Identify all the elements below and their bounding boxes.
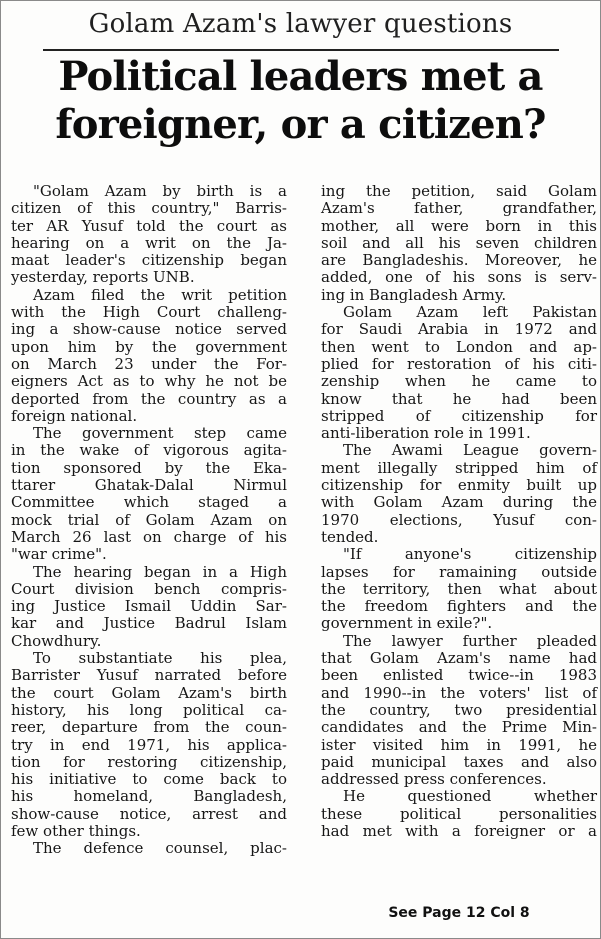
- article-line: government in exile?".: [321, 614, 493, 633]
- main-headline: [1, 53, 600, 149]
- article-line: his initiative to come back to: [11, 770, 287, 789]
- article-line: his homeland, Bangladesh,: [11, 787, 287, 806]
- article-line: the court Golam Azam's birth: [11, 683, 287, 702]
- article-line: mother, all were born in this: [321, 216, 597, 235]
- article-line: these political personalities: [321, 804, 597, 823]
- article-line: try in end 1971, his applica-: [11, 735, 287, 754]
- article-line: ter AR Yusuf told the court as: [11, 216, 287, 235]
- article-line: He questioned whether: [343, 787, 597, 806]
- article-line: upon him by the government: [11, 337, 287, 356]
- article-line: for Saudi Arabia in 1972 and: [321, 320, 597, 339]
- article-line: history, his long political ca-: [11, 700, 287, 719]
- article-line: in the wake of vigorous agita-: [11, 441, 287, 460]
- article-line: "If anyone's citizenship: [343, 545, 597, 564]
- article-line: Golam Azam left Pakistan: [343, 303, 597, 322]
- article-line: few other things.: [11, 821, 141, 840]
- headline-line: foreigner, or a citizen?: [55, 101, 546, 148]
- article-line: The Awami League govern-: [343, 441, 597, 460]
- article-line: citizen of this country," Barris-: [11, 199, 287, 218]
- article-line: hearing on a writ on the Ja-: [11, 233, 287, 252]
- article-line: stripped of citizenship for: [321, 406, 597, 425]
- article-line: that Golam Azam's name had: [321, 649, 597, 668]
- article-line: show-cause notice, arrest and: [11, 804, 287, 823]
- article-line: "war crime".: [11, 545, 107, 564]
- article-line: Chowdhury.: [11, 631, 102, 650]
- article-column-left: [11, 183, 287, 858]
- article-line: had met with a foreigner or a: [321, 821, 597, 840]
- article-line: eigners Act as to why he not be: [11, 372, 287, 391]
- article-line: the country, two presidential: [321, 700, 597, 719]
- article-line: tion for restoring citizenship,: [11, 752, 287, 771]
- article-line: ister visited him in 1991, he: [321, 735, 597, 754]
- article-line: reer, departure from the coun-: [11, 718, 287, 737]
- article-line: 1970 elections, Yusuf con-: [321, 510, 597, 529]
- article-line: ment illegally stripped him of: [321, 458, 597, 477]
- article-line: the territory, then what about: [321, 579, 597, 598]
- article-line: To substantiate his plea,: [33, 649, 287, 668]
- headline-rule: [43, 49, 559, 51]
- article-line: The hearing began in a High: [33, 562, 287, 581]
- article-line: Barrister Yusuf narrated before: [11, 666, 287, 685]
- article-line: foreign national.: [11, 406, 138, 425]
- article-line: "Golam Azam by birth is a: [33, 182, 287, 200]
- article-line: yesterday, reports UNB.: [11, 268, 195, 287]
- article-line: know that he had been: [321, 389, 597, 408]
- article-line: ing a show-cause notice served: [11, 320, 287, 339]
- article-line: on March 23 under the For-: [11, 354, 287, 373]
- article-line: mock trial of Golam Azam on: [11, 510, 287, 529]
- headline-line: Political leaders met a: [58, 53, 543, 100]
- article-line: kar and Justice Badrul Islam: [11, 614, 287, 633]
- article-line: tended.: [321, 527, 379, 546]
- article-line: plied for restoration of his citi-: [321, 354, 597, 373]
- article-line: ing the petition, said Golam: [321, 182, 597, 200]
- article-line: The defence counsel, plac-: [33, 839, 287, 858]
- article-line: candidates and the Prime Min-: [321, 718, 597, 737]
- article-line: paid municipal taxes and also: [321, 752, 597, 771]
- article-line: added, one of his sons is serv-: [321, 268, 597, 287]
- article-line: soil and all his seven children: [321, 233, 597, 252]
- article-line: are Bangladeshis. Moreover, he: [321, 251, 597, 270]
- article-line: with Golam Azam during the: [321, 493, 597, 512]
- article-line: citizenship for enmity built up: [321, 476, 597, 495]
- article-line: deported from the country as a: [11, 389, 287, 408]
- article-line: addressed press conferences.: [321, 770, 547, 789]
- article-line: March 26 last on charge of his: [11, 527, 287, 546]
- article-line: then went to London and ap-: [321, 337, 597, 356]
- article-line: Committee which staged a: [11, 493, 287, 512]
- article-line: Azam filed the writ petition: [33, 285, 287, 304]
- article-line: and 1990--in the voters' list of: [321, 683, 597, 702]
- article-line: ing Justice Ismail Uddin Sar-: [11, 597, 287, 616]
- article-line: anti-liberation role in 1991.: [321, 424, 531, 443]
- continuation-line: See Page 12 Col 8: [388, 905, 530, 921]
- article-line: tion sponsored by the Eka-: [11, 458, 287, 477]
- article-column-right: [321, 183, 597, 840]
- article-line: with the High Court challeng-: [11, 303, 287, 322]
- article-line: ttarer Ghatak-Dalal Nirmul: [11, 476, 287, 495]
- article-line: The lawyer further pleaded: [343, 631, 597, 650]
- kicker-headline: Golam Azam's lawyer questions: [88, 9, 513, 39]
- article-line: lapses for ramaining outside: [321, 562, 597, 581]
- article-line: the freedom fighters and the: [321, 597, 597, 616]
- article-line: Court division bench compris-: [11, 579, 287, 598]
- article-line: ing in Bangladesh Army.: [321, 285, 507, 304]
- article-line: been enlisted twice--in 1983: [321, 666, 597, 685]
- article-line: zenship when he came to: [321, 372, 597, 391]
- article-line: Azam's father, grandfather,: [321, 199, 597, 218]
- article-line: The government step came: [33, 424, 287, 443]
- article-line: maat leader's citizenship began: [11, 251, 287, 270]
